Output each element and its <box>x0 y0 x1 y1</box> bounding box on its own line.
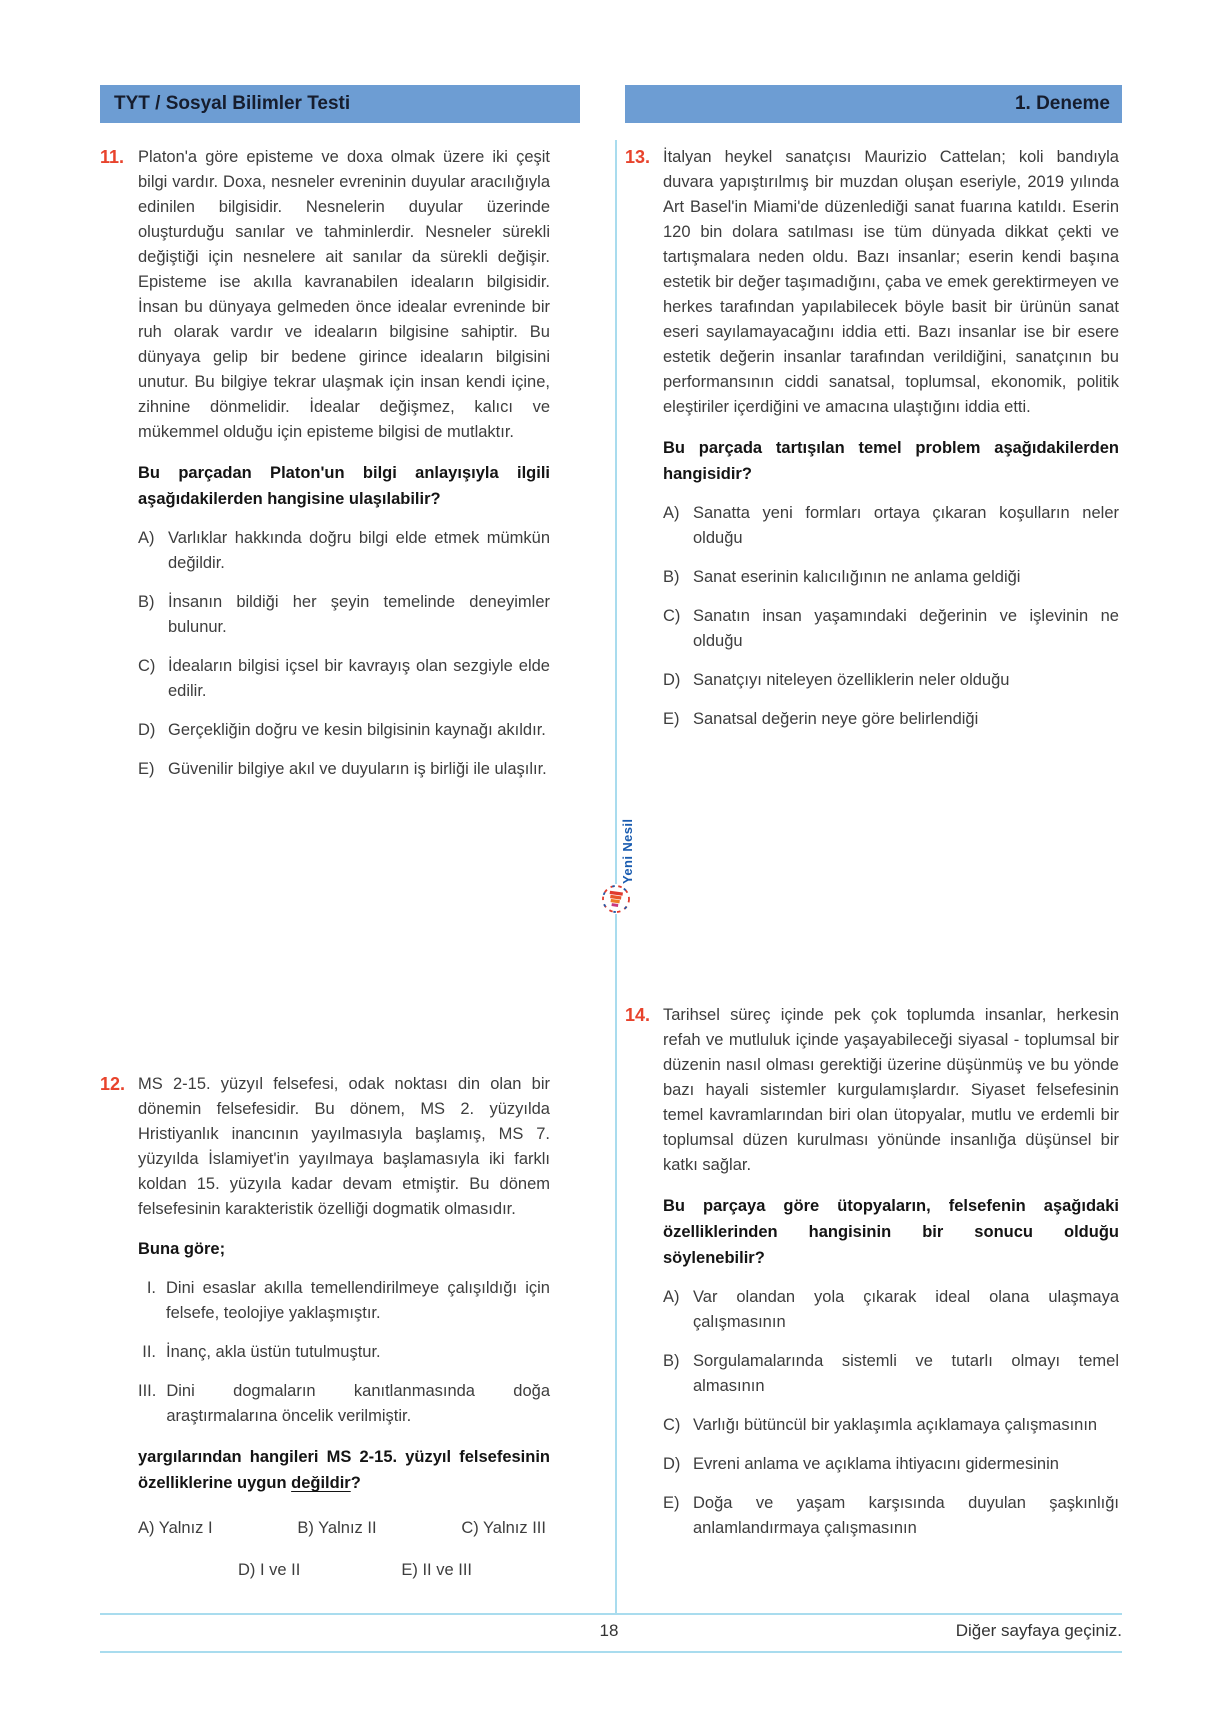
header-bar-exam-name <box>625 85 1122 123</box>
answer-option-d <box>663 1452 1119 1477</box>
option-letter: C) <box>138 657 156 675</box>
question-passage: Tarihsel süreç içinde pek çok toplumda insanlar, herkesin refah ve mutluluk içinde yaşayabileceği siyasal - toplumsal bir düzenin nasıl olması gerektiği üzerine düşünmüş ve bu yönde bazı hayali sistemler kurgulamışlardır. Siyaset felsefesinin temel kavramlarından biri olan ütopyalar, mutlu ve erdemli bir toplumsal düzen kurulması yönünde insanlığa düşünsel bir katkı sağlar. <box>663 1006 1119 1174</box>
roman-items <box>138 1276 550 1429</box>
question-lead: Buna göre; <box>138 1240 226 1258</box>
publisher-logo <box>598 820 638 920</box>
option-text: Gerçekliğin doğru ve kesin bilgisinin kaynağı akıldır. <box>168 721 546 739</box>
answer-option-a <box>663 501 1119 551</box>
next-page-note: Diğer sayfaya geçiniz. <box>955 1621 1122 1640</box>
option-letter: E) <box>663 710 680 728</box>
answer-options-row-1 <box>138 1516 550 1541</box>
option-text: Evreni anlama ve açıklama ihtiyacını gidermesinin <box>693 1455 1059 1473</box>
answer-option-d <box>138 718 550 743</box>
question-14 <box>625 1003 1119 1541</box>
answer-option-a <box>138 526 550 576</box>
answer-options-row-2 <box>138 1558 550 1583</box>
option-letter: C) <box>663 607 681 625</box>
answer-option-b <box>663 1349 1119 1399</box>
roman-numeral: I. <box>146 1279 156 1297</box>
exam-name: 1. Deneme <box>1014 93 1110 114</box>
question-prompt: Bu parçaya göre ütopyaların, felsefenin aşağıdaki özelliklerinden hangisinin bir sonucu olduğu söylenebilir? <box>663 1197 1119 1267</box>
option-letter: A) <box>663 1288 680 1306</box>
prompt-underlined-word: değildir <box>291 1474 351 1492</box>
option-letter: E) <box>138 760 155 778</box>
option-text: Varlıklar hakkında doğru bilgi elde etmek mümkün değildir. <box>168 529 550 572</box>
answer-option-c <box>138 654 550 704</box>
roman-item-2 <box>138 1340 550 1365</box>
question-11 <box>100 145 550 782</box>
answer-options <box>138 526 550 782</box>
answer-option-e <box>663 707 1119 732</box>
roman-numeral: III. <box>138 1382 157 1400</box>
answer-option-b: B) Yalnız II <box>297 1519 377 1537</box>
option-text: Var olandan yola çıkarak ideal olana ulaşmaya çalışmasının <box>693 1288 1119 1331</box>
option-letter: D) <box>138 721 156 739</box>
option-letter: B) <box>663 1352 680 1370</box>
roman-item-text: Dini esaslar akılla temellendirilmeye çalışıldığı için felsefe, teolojiye yaklaşmıştır. <box>166 1279 550 1322</box>
question-passage: Platon'a göre episteme ve doxa olmak üzere iki çeşit bilgi vardır. Doxa, nesneler evreninin duyular aracılığıyla edinilen bilgisidir. Nesnelerin duyular üzerinde oluşturduğu sanılar ve tahminlerdir. Nesneler sürekli değiştiği için nesnelere ait sanılar da sürekli değişir. Episteme ise akılla kavranabilen ideaların bilgisidir. İnsan bu dünyaya gelmeden önce idealar evreninde bir ruh olarak vardır ve ideaların bilgisine sahiptir. Bu dünyaya gelip bir bedene girince ideaların bilgisini unutur. Bu bilgiye tekrar ulaşmak için insan kendi içine, zihnine dönmelidir. İdealar değişmez, kalıcı ve mükemmel olduğu için episteme bilgisi de mutlaktır. <box>138 148 550 441</box>
question-13 <box>625 145 1119 732</box>
footer-divider-bottom <box>100 1651 1122 1653</box>
answer-option-c: C) Yalnız III <box>461 1519 546 1537</box>
question-number: 12. <box>100 1074 126 1094</box>
answer-option-c <box>663 1413 1119 1438</box>
answer-option-a: A) Yalnız I <box>138 1519 213 1537</box>
question-passage: MS 2-15. yüzyıl felsefesi, odak noktası din olan bir dönemin felsefesidir. Bu dönem, MS 2. yüzyılda Hristiyanlık inancının yayılmasıyla başlamış, MS 7. yüzyılda İslamiyet'in yayılmaya başlamasıyla iki farklı koldan 15. yüzyıla kadar devam etmiştir. Bu dönem felsefesinin karakteristik özelliği dogmatik olmasıdır. <box>138 1075 550 1218</box>
question-number: 14. <box>625 1005 651 1025</box>
option-text: Sanatta yeni formları ortaya çıkaran koşulların neler olduğu <box>693 504 1119 547</box>
header-bar-test-title <box>100 85 580 123</box>
footer-divider-top <box>100 1613 1122 1615</box>
option-letter: E) <box>663 1494 680 1512</box>
roman-item-text: Dini dogmaların kanıtlanmasında doğa araştırmalarına öncelik verilmiştir. <box>166 1382 550 1425</box>
prompt-suffix: ? <box>350 1474 361 1492</box>
answer-option-c <box>663 604 1119 654</box>
question-prompt <box>138 1444 550 1496</box>
answer-option-e <box>663 1491 1119 1541</box>
answer-option-b <box>663 565 1119 590</box>
question-passage: İtalyan heykel sanatçısı Maurizio Cattelan; koli bandıyla duvara yapıştırılmış bir muzdan oluşan eseriyle, 2019 yılında Art Basel'in Miami'de düzenlediği sanat fuarına katıldı. Eserin 120 bin dolara satılması ise tüm dünyada dikkat çekti ve tartışmalara neden oldu. Bazı insanlar; eserin kendi başına estetik bir değer taşımadığını, çaba ve emek gerektirmeyen ve herkes tarafından yapılabilecek böyle basit bir ürünün sanat eseri sayılamayacağını iddia etti. Bazı insanlar ise bir esere estetik değerin insanlar tarafından verildiğini, sanatçının bu performansının ciddi sanatsal, toplumsal, ekonomik, politik eleştiriler içerdiğini ve amacına ulaştığını iddia etti. <box>663 148 1119 416</box>
option-text: Sorgulamalarında sistemli ve tutarlı olmayı temel almasının <box>693 1352 1119 1395</box>
option-text: Sanatçıyı niteleyen özelliklerin neler olduğu <box>693 671 1010 689</box>
option-letter: A) <box>138 529 155 547</box>
publisher-logo-text: Yeni Nesil <box>620 818 635 884</box>
question-12 <box>100 1072 550 1583</box>
roman-item-3 <box>138 1379 550 1429</box>
answer-option-e: E) II ve III <box>401 1561 472 1579</box>
page-number: 18 <box>599 1621 619 1640</box>
option-text: Sanatın insan yaşamındaki değerinin ve işlevinin ne olduğu <box>693 607 1119 650</box>
option-letter: D) <box>663 671 681 689</box>
option-text: Güvenilir bilgiye akıl ve duyuların iş birliği ile ulaşılır. <box>168 760 547 778</box>
roman-numeral: II. <box>142 1343 156 1361</box>
option-text: Doğa ve yaşam karşısında duyulan şaşkınlığı anlamlandırmaya çalışmasının <box>693 1494 1119 1537</box>
option-letter: B) <box>663 568 680 586</box>
option-letter: B) <box>138 593 155 611</box>
publisher-logo-icon <box>601 884 631 914</box>
option-text: Sanatsal değerin neye göre belirlendiği <box>693 710 979 728</box>
option-letter: D) <box>663 1455 681 1473</box>
prompt-prefix: yargılarından hangileri MS 2-15. yüzyıl felsefesinin özelliklerine uygun <box>138 1448 550 1492</box>
option-letter: A) <box>663 504 680 522</box>
option-letter: C) <box>663 1416 681 1434</box>
question-number: 13. <box>625 147 651 167</box>
answer-options <box>663 501 1119 732</box>
answer-options <box>663 1285 1119 1541</box>
question-prompt: Bu parçada tartışılan temel problem aşağıdakilerden hangisidir? <box>663 439 1119 483</box>
option-text: Sanat eserinin kalıcılığının ne anlama geldiği <box>693 568 1021 586</box>
answer-option-e <box>138 757 550 782</box>
answer-option-b <box>138 590 550 640</box>
answer-option-d <box>663 668 1119 693</box>
option-text: İnsanın bildiği her şeyin temelinde deneyimler bulunur. <box>168 593 550 636</box>
answer-option-d: D) I ve II <box>238 1561 301 1579</box>
roman-item-1 <box>138 1276 550 1326</box>
option-text: İdeaların bilgisi içsel bir kavrayış olan sezgiyle elde edilir. <box>168 657 550 700</box>
question-number: 11. <box>100 147 125 167</box>
question-prompt: Bu parçadan Platon'un bilgi anlayışıyla ilgili aşağıdakilerden hangisine ulaşılabilir? <box>138 464 550 508</box>
test-title: TYT / Sosyal Bilimler Testi <box>114 93 351 114</box>
option-text: Varlığı bütüncül bir yaklaşımla açıklamaya çalışmasının <box>693 1416 1098 1434</box>
roman-item-text: İnanç, akla üstün tutulmuştur. <box>166 1343 381 1361</box>
answer-option-a <box>663 1285 1119 1335</box>
